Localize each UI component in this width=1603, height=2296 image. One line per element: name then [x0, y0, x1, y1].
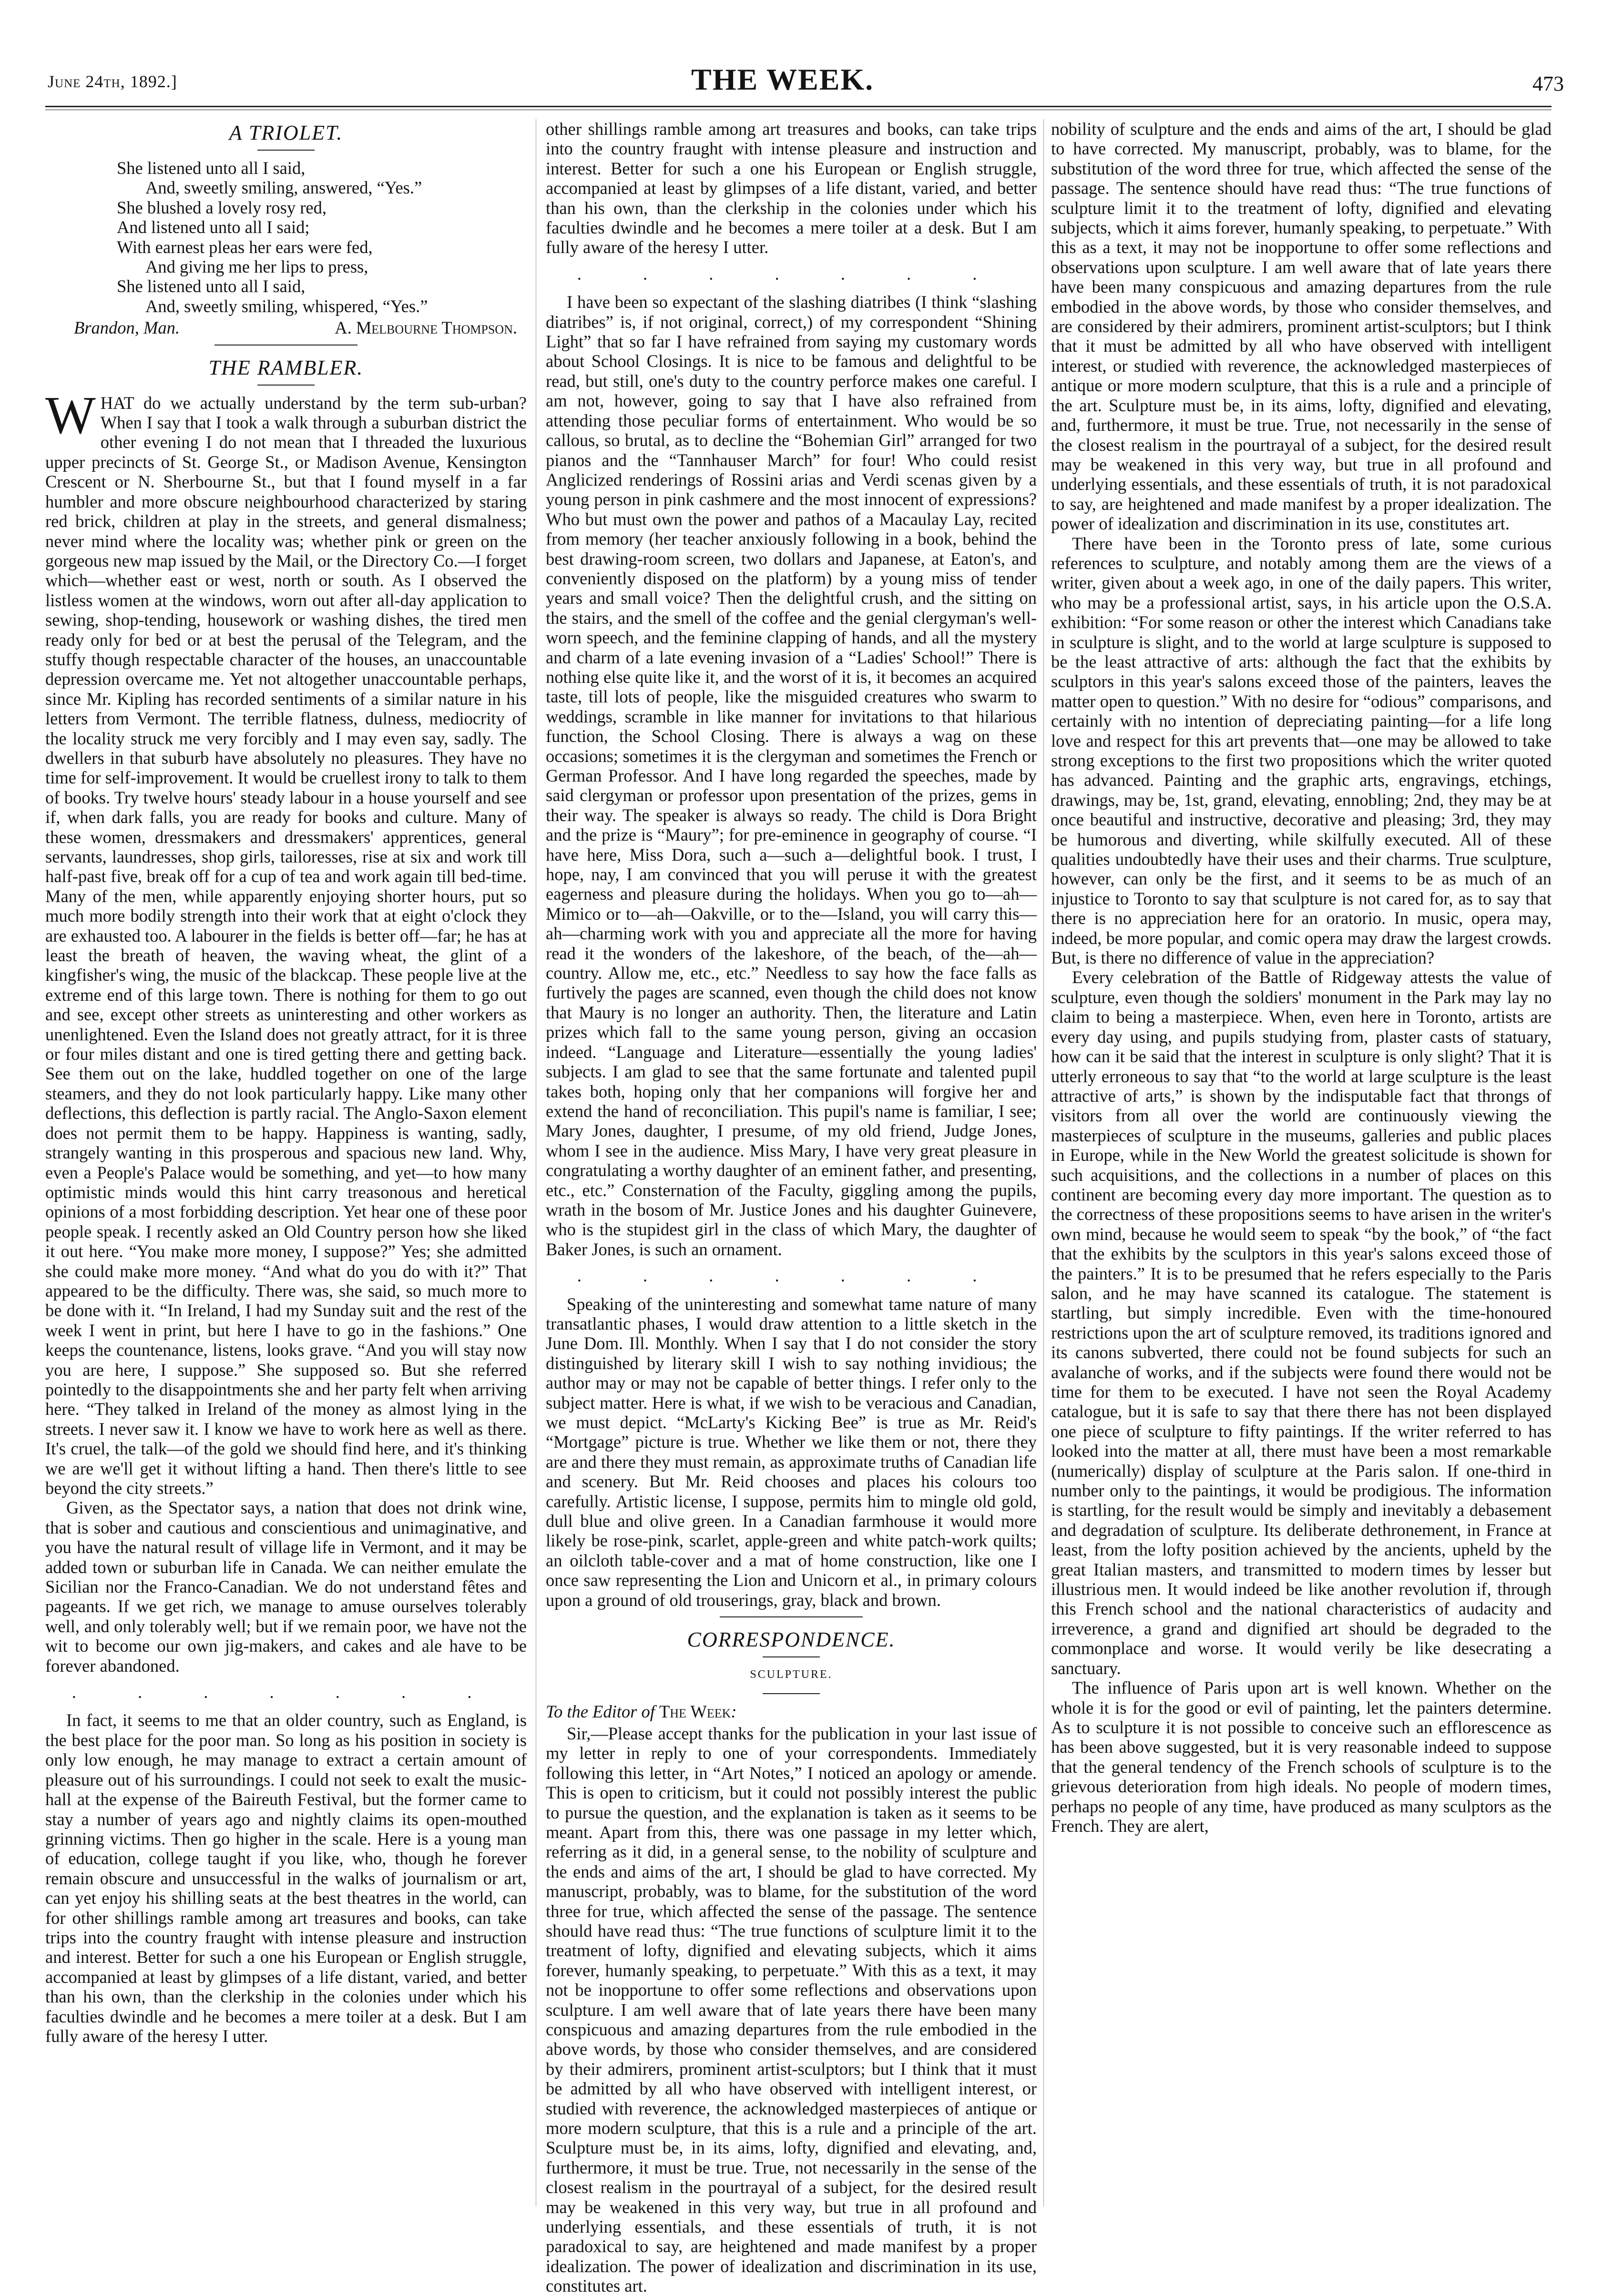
column-3 [1051, 119, 1552, 2206]
poem-signature [45, 318, 527, 337]
letter-paragraph: Every celebration of the Battle of Ridgeway attests the value of sculpture, even though the soldiers' monument in the Park may lay no claim to being a masterpiece. When, even here in Toronto, artists are every day using, and pupils studying from, plaster casts of statuary, how can it be said that the interest in sculpture is only slight? That it is utterly erroneous to say that “to the world at large sculpture is the least attractive of arts,” is shown by the indisputable fact that throngs of visitors from all over the world are continuously viewing the masterpieces of sculpture in the museums, galleries and public places in Europe, while in the New World the greatest solicitude is shown for such acquisitions, and the collections in a number of places on this continent are becoming every day more important. The question as to the correctness of these propositions seems to have arisen in the writer's own mind, because he would seem to speak “by the book,” of “the fact that the exhibits by the sculptors in this year's salons exceed those of the painters.” It is to be presumed that he refers especially to the Paris salon, and he may have scanned its catalogue. The statement is startling, but simply incredible. Even with the time-honoured restrictions upon the art of sculpture removed, its traditions ignored and its canons subverted, there could not be found subjects for such an avalanche of works, and if the subjects were found there would not be time for them to be executed. I have not seen the Royal Academy catalogue, but it is safe to say that there there has not been displayed one piece of sculpture to fifty paintings. If the writer referred to has looked into the matter at all, there must have been a most remarkable (numerically) display of sculpture at the Paris salon. If one-third in number only to the paintings, it would be prodigious. The information is startling, for the result would be simply and inevitably a debasement and degradation of sculpture. Its deliberate dethronement, in France at least, from the lofty position achieved by the ancients, upheld by the great Italian masters, and transmitted to modern times by lesser but illustrious men. It would indeed be like another revolution if, through this French school and the national characteristics of audacity and irreverence, a grand and dignified art should be degraded to the commonplace and worse. It would verily be like desecrating a sanctuary. [1051, 967, 1552, 1678]
letter-paragraph: There have been in the Toronto press of late, some curious references to sculpture, and notably among them are the views of a writer, given about a week ago, in one of the daily papers. This writer, who may be a professional artist, says, in his article upon the O.S.A. exhibition: “For some reason or other the interest which Canadians take in sculpture is slight, and to the world at large sculpture is supposed to be the least attractive of arts: although the fact that the exhibits by sculptors in this year's salons exceed those of the painters, leaves the matter open to question.” With no desire for “odious” comparisons, and certainly with no intention of depreciating painting—for a life long love and respect for this art prevents that—one may be allowed to take strong exceptions to the first two propositions which the writer quoted has advanced. Painting and the graphic arts, engravings, etchings, drawings, may be, 1st, grand, elevating, ennobling; 2nd, they may be at once beautiful and instructive, decorative and pleasing; 3rd, they may be humorous and diverting, while skilfully executed. All of these qualities undoubtedly have their uses and their charms. True sculpture, however, can only be the first, and it seems to be as much of an injustice to Toronto to say that sculpture is not cared for, as to say that there is no appreciation here for an oratorio. In music, opera may, indeed, be more popular, and comic opera may draw the largest crowds. But, is there no difference of value in the appreciation? [1051, 533, 1552, 968]
letter-paragraph-continued: nobility of sculpture and the ends and aims of the art, I should be glad to have corrected. My manuscript, probably, was to blame, for the substitution of the word three for true, which affected the sense of the passage. The sentence should have read thus: “The true functions of sculpture limit it to the treatment of lofty, dignified and elevating subjects, which it aims forever, humanly speaking, to perpetuate.” With this as a text, it may not be inopportune to offer some reflections and observations upon sculpture. I am well aware that of late years there have been many conspicuous and amazing departures from the rule embodied in the above words, by those who consider themselves, and are considered by their admirers, prominent artist-sculptors; but I think that it must be admitted by all who have observed with intelligent interest, or studied with reverence, the acknowledged masterpieces of antique or more modern sculpture, that this is a rule and a principle of the art. Sculpture must be, in its aims, lofty, dignified and elevating, and, furthermore, it must be true. True, not necessarily in the sense of the closest realism in the pourtrayal of a subject, for the desired result may be weakened in this very way, but true in all profound and underlying essentials, and these essentials of truth, it is not paradoxical to say, are heightened and made manifest by a proper idealization. The power of idealization and discrimination in its use, constitutes art. [1051, 119, 1552, 534]
drop-cap: W [45, 386, 96, 445]
rambler-paragraph: Given, as the Spectator says, a nation that does not drink wine, that is sober and cautious and conscientious and unimaginative, and you have the natural result of village life in Vermont, and it may be added town or suburban life in Canada. We can neither emulate the Sicilian nor the Franco-Canadian. We do not understand fêtes and pageants. If we get rich, we manage to amuse ourselves tolerably well, and only tolerably well; but if we remain poor, we have not the wit to become our own jig-makers, and cakes and ale have to be forever abandoned. [45, 1498, 527, 1676]
poem-line: With earnest pleas her ears were fed, [117, 237, 373, 257]
masthead-title: THE WEEK. [691, 62, 874, 96]
rambler-paragraph: In fact, it seems to me that an older country, such as England, is the best place for the poor man. So long as his position in society is only low enough, he may manage to extract a certain amount of pleasure out of his surroundings. I could not seek to exalt the music-hall at the expense of the Baireuth Festival, but the former came to stay a number of years ago and nightly claims its open-mouthed grinning victims. Then go higher in the scale. Here is a young man of education, college taught if you like, who, though he forever remain obscure and unsuccessful in the walks of journalism or art, can yet enjoy his shilling seats at the best theatres in the world, can for other shillings ramble among art treasures and books, can take trips into the country fraught with intense pleasure and instruction and interest. Better for such a one his European or English struggle, accompanied at least by glimpses of a life distant, varied, and better than his own, than the clerkship in the colonies under which his faculties dwindle and he becomes a mere toiler at a desk. But I am fully aware of the heresy I utter. [45, 1710, 527, 2046]
poem-line: She listened unto all I said, [117, 276, 306, 296]
column-1 [45, 119, 527, 2206]
poem-author: A. Melbourne Thompson. [335, 318, 517, 338]
title-rule [257, 150, 315, 151]
poem-line: She listened unto all I said, [117, 158, 306, 178]
letter-paragraph: Sir,—Please accept thanks for the publication in your last issue of my letter in reply to one of your correspondents. Immediately following this letter, in “Art Notes,” I noticed an apology or amende. This is open to criticism, but it could not possibly interest the public to pursue the question, and the explanation is taken as it seems to be meant. Apart from this, there was one passage in my letter which, referring as it did, in a general sense, to the nobility of sculpture and the ends and aims of the art, I should be glad to have corrected. My manuscript, probably, was to blame, for the substitution of the word three for true, which affected the sense of the passage. The sentence should have read thus: “The true functions of sculpture limit it to the treatment of lofty, dignified and elevating subjects, which it aims forever, humanly speaking, to perpetuate.” With this as a text, it may not be inopportune to offer some reflections and observations upon sculpture. I am well aware that of late years there have been many conspicuous and amazing departures from the rule embodied in the above words, by those who consider themselves, and are considered by their admirers, prominent artist-sculptors; but I think that it must be admitted by all who have observed with intelligent interest, or studied with reverence, the acknowledged masterpieces of antique or more modern sculpture, that this is a rule and a principle of the art. Sculpture must be, in its aims, lofty, dignified and elevating, and, furthermore, it must be true. True, not necessarily in the sense of the closest realism in the pourtrayal of a subject, for the desired result may be weakened in this very way, but true in all profound and underlying essentials, and these essentials of truth, it is not paradoxical to say, are heightened and made manifest by a proper idealization. The power of idealization and discrimination in its use, constitutes art. [546, 1723, 1037, 2296]
rambler-paragraph-text: HAT do we actually understand by the term sub-urban? When I say that I took a walk through a suburban district the other evening I do not mean that I threaded the luxurious upper precincts of St. George St., or Madison Avenue, Kensington Crescent or N. Sherbourne St., but that I found myself in a far humbler and more obscure neighbourhood characterized by staring red brick, children at play in the streets, and general dismalness; never mind where the locality was; whether pink or green on the gorgeous new map issued by the Mail, or the Directory Co.—I forget which—whether east or west, north or south. As I observed the listless women at the windows, worn out after all-day application to sewing, shop-tending, housework or washing dishes, the tired men ready only for bed or at best the perusal of the Telegram, and the stuffy though respectable character of the houses, an unaccountable depression overcame me. Yet not altogether unaccountable perhaps, since Mr. Kipling has recorded sentiments of a similar nature in his letters from Vermont. The terrible flatness, dulness, mediocrity of the locality struck me very forcibly and I may even say, sadly. The dwellers in that suburb have absolutely no pleasures. They have no time for self-improvement. It would be cruellest irony to talk to them of books. Try twelve hours' steady labour in a house yourself and see if, when dark falls, you are ready for books and culture. Many of these women, dressmakers and dressmakers' apprentices, general servants, laundresses, shop girls, tailoresses, rise at six and work till half-past five, break off for a cup of tea and work again till bed-time. Many of the men, while apparently enjoying shorter hours, put so much more bodily strength into their work that at eight o'clock they are exhausted too. A labourer in the fields is better off—far; he has at least the breath of heaven, the waving wheat, the glint of a kingfisher's wing, the music of the blackcap. These people live at the extreme end of this large town. There is nothing for them to go out and see, except other streets as uninteresting and other workers as unenlightened. Even the Island does not greatly attract, for it is three or four miles distant and one is tired getting there and getting back. See them out on the lake, huddled together on one of the large steamers, and they do not look particularly happy. Like many other deflections, this deflection is partly racial. The Anglo-Saxon element does not permit them to be happy. Happiness is wanting, sadly, strangely wanting in this prosperous and spacious new land. Why, even a People's Palace would be something, and yet—to how many optimistic minds would this hint carry treasonous and heretical opinions of a most forbidding description. Yet hear one of these poor people speak. I recently asked an Old Country person how she liked it out here. “You make more money, I suppose?” Yes; she admitted she could make more money. “And what do you do with it?” That appeared to be the difficulty. There was, she said, so much more to be done with it. “In Ireland, I had my Sunday suit and the rest of the week I went in print, but here I have to go in the fashions.” One keeps the countenance, listens, looks grave. “And you will stay now you are here, I suppose.” She supposed so. But she referred pointedly to the disappointments she and her party felt when arriving here. “They talked in Ireland of the money as almost lying in the streets. I never saw it. I know we have to work here as well as there. It's cruel, the talk—of the gold we should find here, and it's thinking we are we'll get it without lifting a hand. Then there's little to see beyond the city streets.” [45, 393, 527, 1498]
rambler-paragraph: I have been so expectant of the slashing diatribes (I think “slashing diatribes” is, if not original, correct,) of my correspondent “Shining Light” that so far I have refrained from saying my customary words about School Closings. It is nice to be famous and delightful to be read, but still, one's duty to the country perforce makes one careful. I am not, however, going to say that I have also refrained from attending those peculiar forms of entertainment. Who would be so callous, so brutal, as to decline the “Bohemian Girl” arranged for two pianos and the “Tannhauser March” for four! Who could resist Anglicized renderings of Rossini arias and Verdi scenas given by a young person in pink cashmere and the most innocent of expressions? Who but must own the power and pathos of a Macaulay Lay, recited from memory (her teacher anxiously following in a book, behind the best drawing-room screen, two dollars and Japanese, at Eaton's, and conveniently disposed on the platform) by a young miss of tender years and small voice? Then the delightful crush, and the sitting on the stairs, and the smell of the coffee and the genial clergyman's well-worn speech, and the feminine clapping of hands, and all the mystery and charm of a late evening invasion of a “Ladies' School!” There is nothing else quite like it, and the worst of it is, it becomes an acquired taste, till lots of people, like the misguided creatures who swarm to weddings, scramble in like manner for invitations to that hilarious function, the School Closing. There is always a wag on these occasions; sometimes it is the clergyman and sometimes the French or German Professor. And I have long regarded the speeches, made by said clergyman or professor upon presentation of the prizes, gems in their way. The speaker is always so ready. The child is Dora Bright and the prize is “Maury”; for pre-eminence in geography of course. “I have here, Miss Dora, such a—such a—delightful book. I trust, I hope, nay, I am convinced that you will peruse it with the greatest eagerness and pleasure during the holidays. When you go to—ah—Mimico or to—ah—Oakville, or to the—Island, you will carry this—ah—charming work with you and appreciate all the more for having read it the wonders of the lakeshore, of the beach, of the—ah—country. Allow me, etc., etc.” Needless to say how the face falls as furtively the pages are scanned, even though the child does not know that Maury is no longer an authority. Then, the literature and Latin prizes which fall to the same young person, giving an occasion indeed. “Language and Literature—essentially the young ladies' subjects. I am glad to see that the same fortunate and talented pupil takes both, hoping only that her companions will forgive her and extend the hand of reconciliation. This pupil's name is familiar, I see; Mary Jones, daughter, I presume, of my old friend, Judge Jones, whom I see in the audience. Miss Mary, I have very great pleasure in congratulating a worthy daughter of an eminent father, and presenting, etc., etc.” Consternation of the Faculty, giggling among the pupils, wrath in the bosom of Mr. Justice Jones and his daughter Guinevere, who is the stupidest girl in the class of which Mary, the daughter of Baker Jones, is such an ornament. [546, 292, 1037, 1259]
page-number: 473 [1532, 72, 1564, 95]
letter-address [546, 1702, 1037, 1721]
rambler-paragraph-continued: other shillings ramble among art treasures and books, can take trips into the country fraught with intense pleasure and instruction and interest. Better for such a one his European or English struggle, accompanied at least by glimpses of a life distant, varied, and better than his own, than the clerkship in the colonies under which his faculties dwindle and he becomes a mere toiler at a desk. But I am fully aware of the heresy I utter. [546, 119, 1037, 257]
rambler-title: THE RAMBLER. [208, 356, 364, 379]
correspondence-title: CORRESPONDENCE. [687, 1628, 896, 1652]
address-prefix: To the Editor of [546, 1702, 655, 1722]
section-dots: . . . . . . . [577, 264, 1006, 284]
title-rule [763, 1656, 820, 1657]
column-2 [546, 119, 1037, 2296]
address-paper: The Week [659, 1702, 731, 1722]
header-rule [45, 106, 1552, 107]
triolet-poem [45, 158, 527, 316]
rambler-paragraph [45, 386, 527, 1498]
rambler-paragraph: Speaking of the uninteresting and somewhat tame nature of many transatlantic phases, I would draw attention to a little sketch in the June Dom. Ill. Monthly. When I say that I do not consider the story distinguished by literary skill I wish to say nothing invidious; the author may or may not be capable of better things. I refer only to the subject matter. Here is what, if we wish to be veracious and Canadian, we must depict. “McLarty's Kicking Bee” is true as Mr. Reid's “Mortgage” picture is true. Whether we like them or not, there they are and there they must remain, as approximate truths of Canadian life and scenery. But Mr. Reid chooses and places his colours too carefully. Artistic license, I suppose, permits him to mingle old gold, dull blue and olive green. In a Canadian farmhouse it would more likely be rose-pink, scarlet, apple-green and white patch-work quilts; an oilcloth table-cover and a mat of home construction, like one I once saw representing the Lion and Unicorn et al., in primary colours upon a ground of old trouserings, gray, black and brown. [546, 1294, 1037, 1610]
section-dots: . . . . . . . [577, 1266, 1006, 1286]
poem-line: And listened unto all I said; [117, 217, 310, 237]
correspondence-subtitle: SCULPTURE. [750, 1668, 833, 1681]
triolet-title: A TRIOLET. [229, 121, 343, 144]
issue-date: June 24th, 1892.] [48, 72, 177, 91]
column-divider [1043, 119, 1044, 2206]
letter-paragraph: The influence of Paris upon art is well known. Whether on the whole it is for the good or evil of painting, let the painters determine. As to sculpture it is not possible to conceive such an efflorescence as has been above suggested, but it is very reasonable indeed to suppose that the general tendency of the French schools of sculpture is to the grievous deterioration from high ideals. No people of modern times, perhaps no people of any time, have produced as many sculptors as the French. They are alert, [1051, 1678, 1552, 1836]
section-dots: . . . . . . . [71, 1682, 500, 1702]
poem-line: And, sweetly smiling, answered, “Yes.” [145, 178, 422, 198]
title-rule [257, 385, 315, 386]
poem-place: Brandon, Man. [74, 318, 180, 338]
poem-line: And, sweetly smiling, whispered, “Yes.” [145, 296, 428, 316]
subtitle-rule [763, 1693, 820, 1694]
section-rule [720, 1616, 863, 1617]
address-suffix: : [731, 1702, 737, 1722]
poem-line: And giving me her lips to press, [145, 257, 368, 277]
poem-line: She blushed a lovely rosy red, [117, 197, 327, 217]
